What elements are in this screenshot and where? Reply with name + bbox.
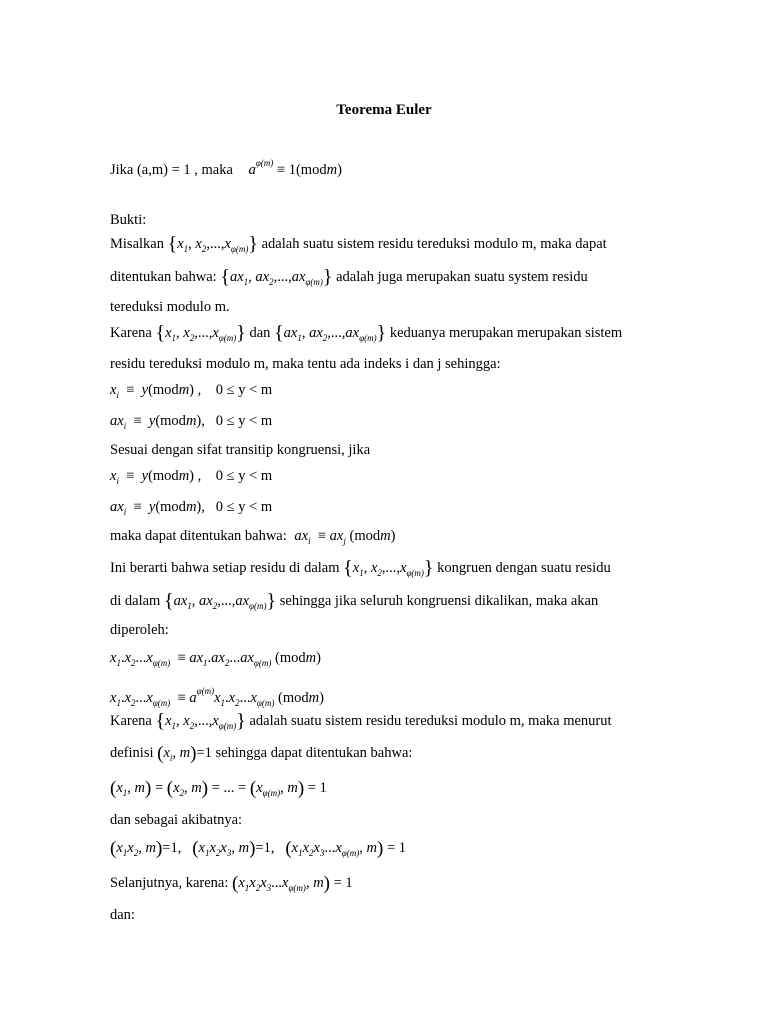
next-text: Selanjutnya, karena: (110, 875, 229, 891)
product-congruence-1: $x_1.x_2...x_{\varphi(m)} \equiv ax_1.ax_2...ax_{\varphi(m)}$ (modm) (110, 650, 321, 668)
gcd-formula: ($x_i$, m)=1 (157, 743, 212, 764)
p1-line2-start: ditentukan bahwa: (110, 269, 217, 285)
paragraph-3-line-3: diperoleh: (110, 622, 169, 638)
set-x-formula: {$x_1$, $x_2,...,x_{\varphi(m)}$} (167, 233, 258, 255)
gcd-full-product: ($x_1x_2x_3...x_{\varphi(m)}$, m) = 1 (232, 873, 353, 894)
bukti-label: Bukti: (110, 212, 147, 228)
page-title: Teorema Euler (336, 102, 432, 118)
set-ax-formula: {$ax_1$, $ax_2,...,ax_{\varphi(m)}$} (163, 590, 277, 612)
gcd-products: ($x_1x_2$, m)=1, ($x_1x_2x_3$, m)=1, ($x_1x_2x_3...x_{\varphi(m)}$, m) = 1 (110, 838, 407, 859)
dan-text: dan: (110, 907, 135, 923)
condition: 0 ≤ y < m (215, 468, 273, 484)
p3-line2-rest: sehingga jika seluruh kongruensi dikalikan, maka akan (279, 593, 599, 609)
p3-start: Ini berarti bahwa setiap residu di dalam (110, 560, 340, 576)
gcd-chain: ($x_1$, $m) = (x_2$, m) = ... = ($x_{\varphi(m)}$, m) = 1 (110, 778, 327, 799)
consequence-text: dan sebagai akibatnya: (110, 812, 243, 828)
congruence-xi: $x_i$ ≡ y(modm) , 0 ≤ y < m (110, 382, 273, 400)
product-congruence-2: $x_1.x_2...x_{\varphi(m)} \equiv a^{\varphi(m)}x_1.x_2...x_{\varphi(m)}$ (modm) (110, 686, 324, 708)
congruence-axi: $ax_i$ ≡ y(modm), 0 ≤ y < m (110, 413, 273, 431)
then-text: maka dapat ditentukan bahwa: (110, 528, 287, 544)
p4-start: Karena (110, 713, 152, 729)
p2-rest: keduanya merupakan merupakan sistem (389, 325, 623, 341)
p4-line2-rest: sehingga dapat ditentukan bahwa: (215, 745, 413, 761)
paragraph-1-line-1 (110, 234, 607, 259)
set-x-formula: {$x_1$, $x_2,...,x_{\varphi(m)}$} (155, 322, 246, 344)
set-x-formula: {$x_1$, $x_2,...,x_{\varphi(m)}$} (343, 557, 434, 579)
paragraph-2-line-2: residu tereduksi modulo m, maka tentu ada indeks i dan j sehingga: (110, 356, 501, 372)
statement-formula: $a^{\varphi(m)}$ ≡ 1(modm) (248, 158, 342, 178)
condition: 0 ≤ y < m (215, 413, 273, 429)
p4-rest: adalah suatu sistem residu tereduksi modulo m, maka menurut (249, 713, 612, 729)
p4-line2-start: definisi (110, 745, 154, 761)
paragraph-1-line-2 (110, 267, 588, 292)
paragraph-4-line-2 (110, 743, 412, 768)
congruence-axi-2: $ax_i$ ≡ y(modm), 0 ≤ y < m (110, 499, 273, 517)
next-line (110, 873, 353, 898)
p1-rest-2: adalah juga merupakan suatu system residu (336, 269, 588, 285)
paragraph-2-line-1 (110, 323, 622, 348)
set-ax-formula: {$ax_1$, $ax_2,...,ax_{\varphi(m)}$} (274, 322, 387, 344)
p3-rest: kongruen dengan suatu residu (437, 560, 611, 576)
p1-rest-1: adalah suatu sistem residu tereduksi modulo m, maka dapat (261, 236, 607, 252)
condition: 0 ≤ y < m (215, 382, 273, 398)
paragraph-1-line-3: tereduksi modulo m. (110, 299, 230, 315)
paragraph-3-line-1 (110, 558, 611, 583)
congruence-xi-2: $x_i$ ≡ y(modm) , 0 ≤ y < m (110, 468, 273, 486)
paragraph-4-line-1 (110, 711, 612, 736)
theorem-statement (110, 153, 342, 180)
paragraph-3-line-2 (110, 591, 598, 616)
p1-start: Misalkan (110, 236, 164, 252)
then-line (110, 526, 395, 551)
p2-start: Karena (110, 325, 152, 341)
set-x-formula: {$x_1$, $x_2,...,x_{\varphi(m)}$} (155, 710, 246, 732)
p2-mid: dan (249, 325, 271, 341)
set-ax-formula: {$ax_1$, $ax_2,...,ax_{\varphi(m)}$} (220, 266, 333, 288)
axi-axj-formula: $ax_i \equiv ax_j$ (modm) (294, 528, 396, 546)
transitive-text: Sesuai dengan sifat transitip kongruensi, jika (110, 442, 371, 458)
condition: 0 ≤ y < m (215, 499, 273, 515)
statement-prefix: Jika (a,m) = 1 , maka (110, 162, 233, 178)
p3-line2-start: di dalam (110, 593, 161, 609)
